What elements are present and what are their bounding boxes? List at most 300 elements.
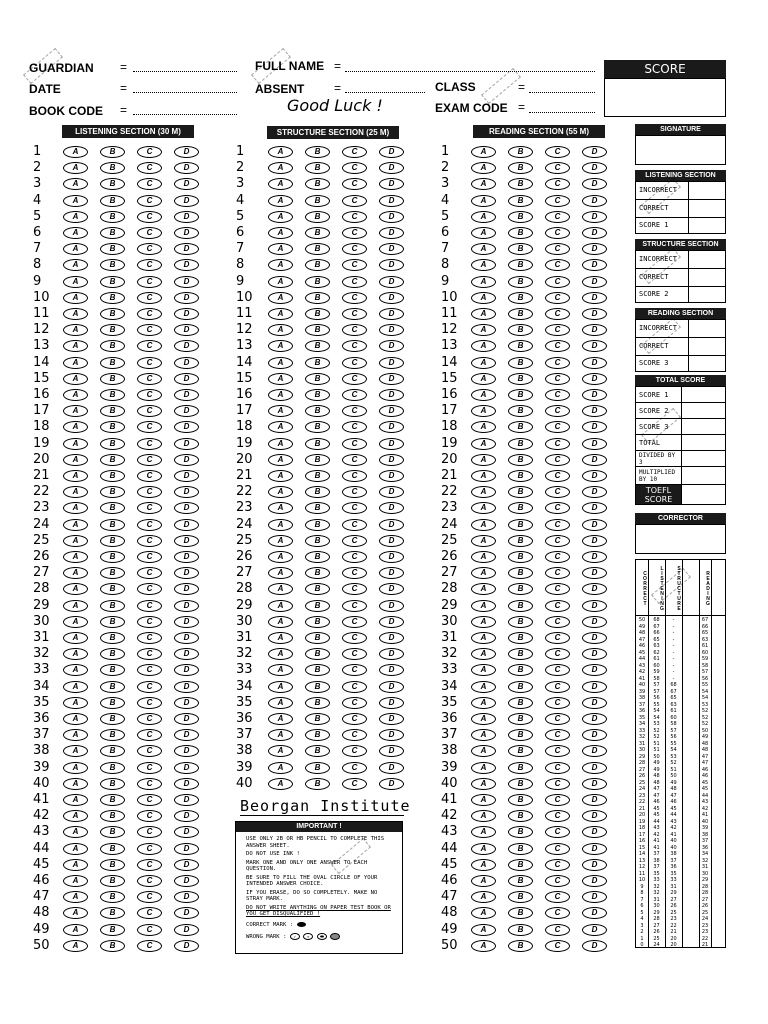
- listening-option-d-bubble[interactable]: D: [174, 648, 199, 660]
- reading-option-b-bubble[interactable]: B: [508, 357, 533, 369]
- reading-option-c-bubble[interactable]: C: [545, 616, 570, 628]
- listening-option-a-bubble[interactable]: A: [63, 713, 88, 725]
- listening-option-c-bubble[interactable]: C: [137, 664, 162, 676]
- structure-option-d-bubble[interactable]: D: [379, 340, 404, 352]
- listening-option-c-bubble[interactable]: C: [137, 567, 162, 579]
- structure-option-c-bubble[interactable]: C: [342, 162, 367, 174]
- absent-field[interactable]: [345, 92, 425, 93]
- structure-option-c-bubble[interactable]: C: [342, 713, 367, 725]
- structure-option-b-bubble[interactable]: B: [305, 308, 330, 320]
- structure-option-a-bubble[interactable]: A: [268, 697, 293, 709]
- multiplied-row[interactable]: MULTIPLIED BY 10: [636, 467, 725, 485]
- listening-option-b-bubble[interactable]: B: [100, 778, 125, 790]
- listening-option-d-bubble[interactable]: D: [174, 924, 199, 936]
- listening-option-a-bubble[interactable]: A: [63, 729, 88, 741]
- reading-option-c-bubble[interactable]: C: [545, 227, 570, 239]
- listening-option-a-bubble[interactable]: A: [63, 567, 88, 579]
- listening-option-c-bubble[interactable]: C: [137, 875, 162, 887]
- reading-option-a-bubble[interactable]: A: [471, 907, 496, 919]
- structure-option-a-bubble[interactable]: A: [268, 583, 293, 595]
- reading-option-d-bubble[interactable]: D: [582, 616, 607, 628]
- reading-option-b-bubble[interactable]: B: [508, 292, 533, 304]
- listening-option-b-bubble[interactable]: B: [100, 292, 125, 304]
- structure-option-d-bubble[interactable]: D: [379, 583, 404, 595]
- reading-option-a-bubble[interactable]: A: [471, 535, 496, 547]
- listening-option-c-bubble[interactable]: C: [137, 292, 162, 304]
- listening-option-b-bubble[interactable]: B: [100, 357, 125, 369]
- structure-option-a-bubble[interactable]: A: [268, 146, 293, 158]
- listening-option-d-bubble[interactable]: D: [174, 259, 199, 271]
- reading-option-b-bubble[interactable]: B: [508, 924, 533, 936]
- structure-option-a-bubble[interactable]: A: [268, 340, 293, 352]
- listening-option-a-bubble[interactable]: A: [63, 681, 88, 693]
- listening-option-a-bubble[interactable]: A: [63, 519, 88, 531]
- structure-option-d-bubble[interactable]: D: [379, 745, 404, 757]
- listening-option-c-bubble[interactable]: C: [137, 276, 162, 288]
- structure-option-b-bubble[interactable]: B: [305, 438, 330, 450]
- structure-option-c-bubble[interactable]: C: [342, 340, 367, 352]
- listening-option-a-bubble[interactable]: A: [63, 178, 88, 190]
- reading-option-d-bubble[interactable]: D: [582, 664, 607, 676]
- structure-option-b-bubble[interactable]: B: [305, 681, 330, 693]
- listening-option-c-bubble[interactable]: C: [137, 632, 162, 644]
- structure-option-d-bubble[interactable]: D: [379, 616, 404, 628]
- reading-score3-row[interactable]: SCORE 3: [639, 359, 669, 367]
- reading-option-d-bubble[interactable]: D: [582, 762, 607, 774]
- listening-option-a-bubble[interactable]: A: [63, 357, 88, 369]
- structure-option-a-bubble[interactable]: A: [268, 357, 293, 369]
- listening-option-a-bubble[interactable]: A: [63, 875, 88, 887]
- reading-option-d-bubble[interactable]: D: [582, 438, 607, 450]
- reading-option-b-bubble[interactable]: B: [508, 616, 533, 628]
- reading-option-c-bubble[interactable]: C: [545, 664, 570, 676]
- reading-option-a-bubble[interactable]: A: [471, 292, 496, 304]
- structure-option-b-bubble[interactable]: B: [305, 616, 330, 628]
- listening-option-b-bubble[interactable]: B: [100, 843, 125, 855]
- structure-option-d-bubble[interactable]: D: [379, 470, 404, 482]
- reading-option-c-bubble[interactable]: C: [545, 438, 570, 450]
- listening-option-a-bubble[interactable]: A: [63, 486, 88, 498]
- structure-option-a-bubble[interactable]: A: [268, 502, 293, 514]
- reading-option-a-bubble[interactable]: A: [471, 195, 496, 207]
- reading-option-b-bubble[interactable]: B: [508, 324, 533, 336]
- structure-option-b-bubble[interactable]: B: [305, 697, 330, 709]
- reading-option-c-bubble[interactable]: C: [545, 729, 570, 741]
- structure-option-c-bubble[interactable]: C: [342, 373, 367, 385]
- reading-option-d-bubble[interactable]: D: [582, 891, 607, 903]
- reading-option-d-bubble[interactable]: D: [582, 583, 607, 595]
- listening-option-a-bubble[interactable]: A: [63, 794, 88, 806]
- reading-option-b-bubble[interactable]: B: [508, 891, 533, 903]
- listening-option-d-bubble[interactable]: D: [174, 729, 199, 741]
- structure-option-a-bubble[interactable]: A: [268, 664, 293, 676]
- listening-option-a-bubble[interactable]: A: [63, 843, 88, 855]
- structure-option-d-bubble[interactable]: D: [379, 600, 404, 612]
- listening-option-b-bubble[interactable]: B: [100, 178, 125, 190]
- structure-option-d-bubble[interactable]: D: [379, 648, 404, 660]
- reading-option-a-bubble[interactable]: A: [471, 600, 496, 612]
- structure-option-b-bubble[interactable]: B: [305, 535, 330, 547]
- listening-option-b-bubble[interactable]: B: [100, 745, 125, 757]
- listening-option-a-bubble[interactable]: A: [63, 940, 88, 952]
- listening-option-a-bubble[interactable]: A: [63, 810, 88, 822]
- reading-option-d-bubble[interactable]: D: [582, 470, 607, 482]
- structure-option-d-bubble[interactable]: D: [379, 389, 404, 401]
- reading-option-d-bubble[interactable]: D: [582, 535, 607, 547]
- listening-option-d-bubble[interactable]: D: [174, 681, 199, 693]
- structure-option-d-bubble[interactable]: D: [379, 778, 404, 790]
- structure-option-b-bubble[interactable]: B: [305, 470, 330, 482]
- reading-option-c-bubble[interactable]: C: [545, 762, 570, 774]
- reading-option-c-bubble[interactable]: C: [545, 826, 570, 838]
- structure-option-d-bubble[interactable]: D: [379, 664, 404, 676]
- listening-option-c-bubble[interactable]: C: [137, 600, 162, 612]
- date-field[interactable]: [133, 92, 237, 93]
- listening-option-d-bubble[interactable]: D: [174, 178, 199, 190]
- reading-option-b-bubble[interactable]: B: [508, 308, 533, 320]
- reading-option-b-bubble[interactable]: B: [508, 259, 533, 271]
- reading-option-c-bubble[interactable]: C: [545, 519, 570, 531]
- structure-option-a-bubble[interactable]: A: [268, 519, 293, 531]
- reading-option-c-bubble[interactable]: C: [545, 648, 570, 660]
- reading-option-d-bubble[interactable]: D: [582, 454, 607, 466]
- structure-option-c-bubble[interactable]: C: [342, 405, 367, 417]
- listening-option-d-bubble[interactable]: D: [174, 389, 199, 401]
- reading-option-a-bubble[interactable]: A: [471, 211, 496, 223]
- reading-option-b-bubble[interactable]: B: [508, 227, 533, 239]
- reading-option-d-bubble[interactable]: D: [582, 681, 607, 693]
- reading-option-a-bubble[interactable]: A: [471, 826, 496, 838]
- structure-option-d-bubble[interactable]: D: [379, 357, 404, 369]
- structure-option-c-bubble[interactable]: C: [342, 762, 367, 774]
- listening-option-b-bubble[interactable]: B: [100, 891, 125, 903]
- structure-option-c-bubble[interactable]: C: [342, 567, 367, 579]
- structure-option-b-bubble[interactable]: B: [305, 373, 330, 385]
- reading-option-b-bubble[interactable]: B: [508, 810, 533, 822]
- listening-option-a-bubble[interactable]: A: [63, 859, 88, 871]
- listening-option-b-bubble[interactable]: B: [100, 940, 125, 952]
- reading-option-d-bubble[interactable]: D: [582, 859, 607, 871]
- listening-option-b-bubble[interactable]: B: [100, 502, 125, 514]
- reading-option-a-bubble[interactable]: A: [471, 664, 496, 676]
- listening-option-d-bubble[interactable]: D: [174, 940, 199, 952]
- reading-option-d-bubble[interactable]: D: [582, 340, 607, 352]
- listening-option-c-bubble[interactable]: C: [137, 324, 162, 336]
- listening-option-a-bubble[interactable]: A: [63, 697, 88, 709]
- reading-option-a-bubble[interactable]: A: [471, 583, 496, 595]
- listening-option-c-bubble[interactable]: C: [137, 891, 162, 903]
- listening-option-d-bubble[interactable]: D: [174, 551, 199, 563]
- signature-box[interactable]: [635, 135, 726, 165]
- structure-option-b-bubble[interactable]: B: [305, 745, 330, 757]
- listening-option-b-bubble[interactable]: B: [100, 535, 125, 547]
- structure-option-b-bubble[interactable]: B: [305, 211, 330, 223]
- structure-option-b-bubble[interactable]: B: [305, 357, 330, 369]
- listening-option-d-bubble[interactable]: D: [174, 308, 199, 320]
- structure-option-b-bubble[interactable]: B: [305, 243, 330, 255]
- listening-option-d-bubble[interactable]: D: [174, 535, 199, 547]
- total-score2-row[interactable]: SCORE 2: [636, 403, 725, 419]
- structure-option-c-bubble[interactable]: C: [342, 729, 367, 741]
- reading-option-b-bubble[interactable]: B: [508, 146, 533, 158]
- reading-option-a-bubble[interactable]: A: [471, 486, 496, 498]
- listening-option-b-bubble[interactable]: B: [100, 924, 125, 936]
- structure-option-c-bubble[interactable]: C: [342, 324, 367, 336]
- reading-option-d-bubble[interactable]: D: [582, 924, 607, 936]
- reading-option-d-bubble[interactable]: D: [582, 486, 607, 498]
- structure-option-b-bubble[interactable]: B: [305, 762, 330, 774]
- reading-option-b-bubble[interactable]: B: [508, 276, 533, 288]
- listening-option-d-bubble[interactable]: D: [174, 875, 199, 887]
- reading-option-c-bubble[interactable]: C: [545, 583, 570, 595]
- listening-option-a-bubble[interactable]: A: [63, 162, 88, 174]
- reading-option-b-bubble[interactable]: B: [508, 340, 533, 352]
- structure-option-c-bubble[interactable]: C: [342, 276, 367, 288]
- reading-option-a-bubble[interactable]: A: [471, 632, 496, 644]
- reading-option-a-bubble[interactable]: A: [471, 324, 496, 336]
- listening-option-b-bubble[interactable]: B: [100, 907, 125, 919]
- listening-option-d-bubble[interactable]: D: [174, 276, 199, 288]
- listening-option-b-bubble[interactable]: B: [100, 470, 125, 482]
- structure-option-d-bubble[interactable]: D: [379, 308, 404, 320]
- listening-option-c-bubble[interactable]: C: [137, 340, 162, 352]
- structure-option-b-bubble[interactable]: B: [305, 146, 330, 158]
- listening-option-d-bubble[interactable]: D: [174, 340, 199, 352]
- reading-option-a-bubble[interactable]: A: [471, 616, 496, 628]
- listening-option-b-bubble[interactable]: B: [100, 308, 125, 320]
- listening-option-a-bubble[interactable]: A: [63, 389, 88, 401]
- structure-option-a-bubble[interactable]: A: [268, 421, 293, 433]
- reading-option-b-bubble[interactable]: B: [508, 502, 533, 514]
- reading-option-c-bubble[interactable]: C: [545, 535, 570, 547]
- listening-option-d-bubble[interactable]: D: [174, 697, 199, 709]
- structure-option-b-bubble[interactable]: B: [305, 519, 330, 531]
- structure-option-a-bubble[interactable]: A: [268, 648, 293, 660]
- structure-option-b-bubble[interactable]: B: [305, 648, 330, 660]
- listening-correct-row[interactable]: CORRECT: [636, 200, 725, 218]
- structure-option-d-bubble[interactable]: D: [379, 421, 404, 433]
- listening-option-c-bubble[interactable]: C: [137, 195, 162, 207]
- structure-option-b-bubble[interactable]: B: [305, 421, 330, 433]
- listening-option-b-bubble[interactable]: B: [100, 519, 125, 531]
- listening-option-c-bubble[interactable]: C: [137, 810, 162, 822]
- reading-option-c-bubble[interactable]: C: [545, 632, 570, 644]
- structure-option-c-bubble[interactable]: C: [342, 632, 367, 644]
- listening-option-c-bubble[interactable]: C: [137, 583, 162, 595]
- listening-option-c-bubble[interactable]: C: [137, 648, 162, 660]
- reading-option-b-bubble[interactable]: B: [508, 794, 533, 806]
- reading-option-a-bubble[interactable]: A: [471, 421, 496, 433]
- reading-option-c-bubble[interactable]: C: [545, 324, 570, 336]
- listening-option-b-bubble[interactable]: B: [100, 583, 125, 595]
- reading-option-a-bubble[interactable]: A: [471, 308, 496, 320]
- listening-option-d-bubble[interactable]: D: [174, 859, 199, 871]
- reading-option-d-bubble[interactable]: D: [582, 389, 607, 401]
- structure-option-c-bubble[interactable]: C: [342, 583, 367, 595]
- reading-option-d-bubble[interactable]: D: [582, 843, 607, 855]
- structure-option-b-bubble[interactable]: B: [305, 551, 330, 563]
- listening-option-d-bubble[interactable]: D: [174, 778, 199, 790]
- listening-option-c-bubble[interactable]: C: [137, 713, 162, 725]
- listening-option-d-bubble[interactable]: D: [174, 519, 199, 531]
- reading-option-b-bubble[interactable]: B: [508, 875, 533, 887]
- listening-option-b-bubble[interactable]: B: [100, 600, 125, 612]
- structure-option-a-bubble[interactable]: A: [268, 616, 293, 628]
- reading-option-d-bubble[interactable]: D: [582, 211, 607, 223]
- structure-option-a-bubble[interactable]: A: [268, 551, 293, 563]
- listening-option-a-bubble[interactable]: A: [63, 551, 88, 563]
- listening-option-b-bubble[interactable]: B: [100, 340, 125, 352]
- listening-option-b-bubble[interactable]: B: [100, 859, 125, 871]
- book-code-field[interactable]: [133, 114, 237, 115]
- reading-option-d-bubble[interactable]: D: [582, 227, 607, 239]
- listening-option-d-bubble[interactable]: D: [174, 502, 199, 514]
- reading-option-b-bubble[interactable]: B: [508, 470, 533, 482]
- structure-option-b-bubble[interactable]: B: [305, 259, 330, 271]
- exam-code-field[interactable]: [529, 112, 595, 113]
- listening-option-b-bubble[interactable]: B: [100, 875, 125, 887]
- reading-option-a-bubble[interactable]: A: [471, 859, 496, 871]
- reading-option-c-bubble[interactable]: C: [545, 178, 570, 190]
- structure-option-c-bubble[interactable]: C: [342, 195, 367, 207]
- listening-option-b-bubble[interactable]: B: [100, 713, 125, 725]
- structure-option-a-bubble[interactable]: A: [268, 243, 293, 255]
- structure-option-b-bubble[interactable]: B: [305, 195, 330, 207]
- listening-option-b-bubble[interactable]: B: [100, 551, 125, 563]
- reading-option-a-bubble[interactable]: A: [471, 843, 496, 855]
- listening-option-a-bubble[interactable]: A: [63, 454, 88, 466]
- reading-option-b-bubble[interactable]: B: [508, 454, 533, 466]
- reading-incorrect-row[interactable]: INCORRECT: [636, 320, 725, 338]
- reading-option-a-bubble[interactable]: A: [471, 146, 496, 158]
- listening-option-d-bubble[interactable]: D: [174, 373, 199, 385]
- structure-option-c-bubble[interactable]: C: [342, 308, 367, 320]
- reading-option-d-bubble[interactable]: D: [582, 875, 607, 887]
- structure-option-c-bubble[interactable]: C: [342, 745, 367, 757]
- reading-option-a-bubble[interactable]: A: [471, 940, 496, 952]
- listening-option-a-bubble[interactable]: A: [63, 340, 88, 352]
- listening-option-c-bubble[interactable]: C: [137, 924, 162, 936]
- reading-option-c-bubble[interactable]: C: [545, 292, 570, 304]
- structure-option-d-bubble[interactable]: D: [379, 162, 404, 174]
- listening-option-c-bubble[interactable]: C: [137, 745, 162, 757]
- reading-option-d-bubble[interactable]: D: [582, 600, 607, 612]
- structure-option-c-bubble[interactable]: C: [342, 616, 367, 628]
- structure-option-c-bubble[interactable]: C: [342, 389, 367, 401]
- reading-option-b-bubble[interactable]: B: [508, 778, 533, 790]
- reading-option-b-bubble[interactable]: B: [508, 373, 533, 385]
- reading-option-a-bubble[interactable]: A: [471, 794, 496, 806]
- structure-option-c-bubble[interactable]: C: [342, 292, 367, 304]
- reading-option-b-bubble[interactable]: B: [508, 940, 533, 952]
- total-row[interactable]: TOTAL: [636, 435, 725, 451]
- structure-option-c-bubble[interactable]: C: [342, 664, 367, 676]
- listening-option-a-bubble[interactable]: A: [63, 616, 88, 628]
- listening-option-b-bubble[interactable]: B: [100, 616, 125, 628]
- structure-option-b-bubble[interactable]: B: [305, 292, 330, 304]
- reading-option-a-bubble[interactable]: A: [471, 648, 496, 660]
- reading-option-d-bubble[interactable]: D: [582, 178, 607, 190]
- structure-option-d-bubble[interactable]: D: [379, 567, 404, 579]
- structure-option-a-bubble[interactable]: A: [268, 373, 293, 385]
- structure-option-a-bubble[interactable]: A: [268, 762, 293, 774]
- reading-option-d-bubble[interactable]: D: [582, 826, 607, 838]
- structure-option-c-bubble[interactable]: C: [342, 259, 367, 271]
- listening-option-c-bubble[interactable]: C: [137, 826, 162, 838]
- listening-option-a-bubble[interactable]: A: [63, 405, 88, 417]
- structure-score2-row[interactable]: SCORE 2: [639, 290, 669, 298]
- reading-option-c-bubble[interactable]: C: [545, 162, 570, 174]
- reading-option-c-bubble[interactable]: C: [545, 454, 570, 466]
- structure-option-d-bubble[interactable]: D: [379, 454, 404, 466]
- listening-option-b-bubble[interactable]: B: [100, 438, 125, 450]
- listening-option-c-bubble[interactable]: C: [137, 907, 162, 919]
- structure-correct-row[interactable]: CORRECT: [636, 269, 725, 287]
- listening-option-d-bubble[interactable]: D: [174, 227, 199, 239]
- structure-option-d-bubble[interactable]: D: [379, 535, 404, 547]
- reading-option-c-bubble[interactable]: C: [545, 843, 570, 855]
- reading-option-a-bubble[interactable]: A: [471, 745, 496, 757]
- listening-option-d-bubble[interactable]: D: [174, 762, 199, 774]
- listening-option-a-bubble[interactable]: A: [63, 762, 88, 774]
- reading-option-b-bubble[interactable]: B: [508, 519, 533, 531]
- listening-option-b-bubble[interactable]: B: [100, 810, 125, 822]
- structure-option-d-bubble[interactable]: D: [379, 276, 404, 288]
- reading-option-c-bubble[interactable]: C: [545, 389, 570, 401]
- reading-option-a-bubble[interactable]: A: [471, 713, 496, 725]
- structure-option-b-bubble[interactable]: B: [305, 632, 330, 644]
- structure-option-c-bubble[interactable]: C: [342, 470, 367, 482]
- structure-option-a-bubble[interactable]: A: [268, 324, 293, 336]
- listening-option-a-bubble[interactable]: A: [63, 308, 88, 320]
- listening-option-b-bubble[interactable]: B: [100, 195, 125, 207]
- listening-option-d-bubble[interactable]: D: [174, 600, 199, 612]
- structure-option-c-bubble[interactable]: C: [342, 519, 367, 531]
- structure-option-b-bubble[interactable]: B: [305, 502, 330, 514]
- reading-option-b-bubble[interactable]: B: [508, 583, 533, 595]
- reading-option-b-bubble[interactable]: B: [508, 567, 533, 579]
- reading-option-c-bubble[interactable]: C: [545, 713, 570, 725]
- listening-option-c-bubble[interactable]: C: [137, 535, 162, 547]
- listening-option-a-bubble[interactable]: A: [63, 438, 88, 450]
- reading-option-a-bubble[interactable]: A: [471, 762, 496, 774]
- reading-option-b-bubble[interactable]: B: [508, 551, 533, 563]
- structure-option-a-bubble[interactable]: A: [268, 162, 293, 174]
- reading-correct-row[interactable]: CORRECT: [636, 338, 725, 356]
- reading-option-b-bubble[interactable]: B: [508, 178, 533, 190]
- reading-option-d-bubble[interactable]: D: [582, 745, 607, 757]
- reading-option-b-bubble[interactable]: B: [508, 438, 533, 450]
- reading-option-a-bubble[interactable]: A: [471, 891, 496, 903]
- listening-option-a-bubble[interactable]: A: [63, 195, 88, 207]
- listening-option-d-bubble[interactable]: D: [174, 486, 199, 498]
- listening-option-c-bubble[interactable]: C: [137, 697, 162, 709]
- structure-option-b-bubble[interactable]: B: [305, 178, 330, 190]
- listening-option-c-bubble[interactable]: C: [137, 259, 162, 271]
- structure-option-d-bubble[interactable]: D: [379, 211, 404, 223]
- reading-option-a-bubble[interactable]: A: [471, 276, 496, 288]
- listening-option-b-bubble[interactable]: B: [100, 567, 125, 579]
- listening-option-b-bubble[interactable]: B: [100, 486, 125, 498]
- reading-option-c-bubble[interactable]: C: [545, 373, 570, 385]
- listening-option-d-bubble[interactable]: D: [174, 438, 199, 450]
- reading-option-d-bubble[interactable]: D: [582, 519, 607, 531]
- listening-option-a-bubble[interactable]: A: [63, 292, 88, 304]
- structure-option-d-bubble[interactable]: D: [379, 227, 404, 239]
- structure-option-d-bubble[interactable]: D: [379, 681, 404, 693]
- reading-option-b-bubble[interactable]: B: [508, 729, 533, 741]
- listening-option-a-bubble[interactable]: A: [63, 421, 88, 433]
